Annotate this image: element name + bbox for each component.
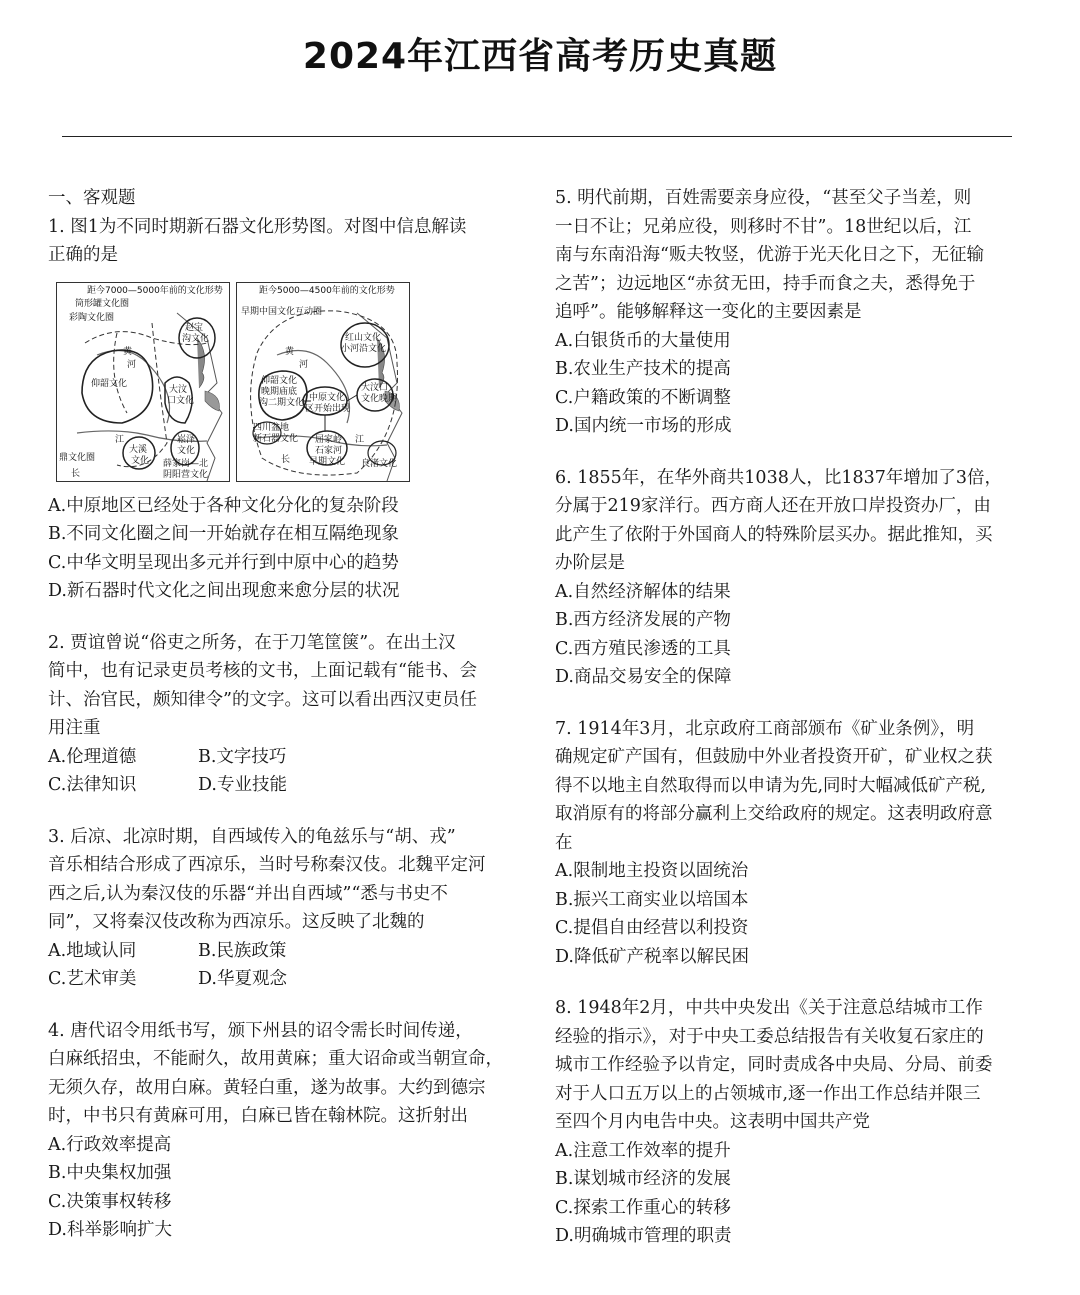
right-column bbox=[555, 184, 1033, 1251]
question-stem-line: 2. 贾谊曾说“俗吏之所务，在于刀笔筐箧”。在出土汉 bbox=[48, 632, 456, 653]
question-stem-line: 南与东南沿海“贩夫牧竖，优游于光天化日之下，无征输 bbox=[555, 245, 984, 265]
page-title: 2024年江西省高考历史真题 bbox=[302, 36, 778, 77]
map-label: 口文化 bbox=[167, 395, 195, 406]
map-label: 鼎文化圈 bbox=[59, 452, 96, 463]
answer-option: B.文字技巧 bbox=[198, 746, 287, 767]
question-stem-line: 4. 唐代诏令用纸书写，颁下州县的诏令需长时间传递， bbox=[48, 1020, 473, 1041]
question-stem-line: 时，中书只有黄麻可用，白麻已皆在翰林院。这折射出 bbox=[48, 1106, 468, 1126]
answer-option: C.探索工作重心的转移 bbox=[555, 1197, 731, 1218]
question-stem-line: 西之后,认为秦汉伎的乐器“并出自西域”“悉与书史不 bbox=[48, 883, 448, 904]
map-label: 屈家岭 bbox=[315, 434, 343, 445]
answer-option: A.伦理道德 bbox=[48, 746, 137, 767]
map-title: 距今7000—5000年前的文化形势 bbox=[87, 285, 223, 296]
question-stem-line: 正确的是 bbox=[48, 245, 118, 265]
map-label: 早期中国文化互动圈 bbox=[241, 306, 323, 317]
answer-option: C.艺术审美 bbox=[48, 969, 137, 989]
question-stem-line: 此产生了依附于外国商人的特殊阶层买办。据此推知，买 bbox=[555, 524, 993, 545]
map-label: 晚期庙底 bbox=[261, 386, 298, 397]
question-stem-line: 取消原有的将部分赢利上交给政府的规定。这表明政府意 bbox=[555, 804, 993, 824]
map-label: 新石器文化 bbox=[253, 433, 299, 444]
map-label: 沟文化 bbox=[182, 333, 210, 344]
map-label: 河 bbox=[127, 359, 137, 370]
answer-option: C.中华文明呈现出多元并行到中原中心的趋势 bbox=[48, 552, 399, 573]
answer-option: A.行政效率提高 bbox=[48, 1134, 172, 1155]
question-stem-line: 追呼”。能够解释这一变化的主要因素是 bbox=[555, 302, 862, 322]
question-stem-line: 分属于219家洋行。西方商人还在开放口岸投资办厂，由 bbox=[555, 496, 991, 516]
answer-option: C.户籍政策的不断调整 bbox=[555, 387, 731, 408]
map-label: 文化晚期 bbox=[361, 393, 398, 404]
answer-option: A.注意工作效率的提升 bbox=[555, 1140, 731, 1161]
question-3 bbox=[48, 823, 523, 994]
question-stem-line: 城市工作经验予以肯定，同时责成各中央局、分局、前委 bbox=[555, 1055, 993, 1075]
answer-option: D.华夏观念 bbox=[198, 969, 287, 989]
answer-option: D.降低矿产税率以解民困 bbox=[555, 946, 749, 967]
map-label: 阴阳营文化 bbox=[163, 469, 209, 480]
answer-option: C.提倡自由经营以利投资 bbox=[555, 918, 749, 938]
question-stem-line: 音乐相结合形成了西凉乐，当时号称秦汉伎。北魏平定河 bbox=[48, 855, 486, 875]
question-stem-line: 7. 1914年3月，北京政府工商部颁布《矿业条例》，明 bbox=[555, 718, 975, 739]
map-7000-5000 bbox=[56, 282, 230, 482]
map-label: 沟二期文化 bbox=[259, 397, 305, 408]
map-label: 黄 bbox=[285, 346, 295, 357]
map-label: 良渚文化 bbox=[361, 458, 398, 469]
map-label: 长 bbox=[281, 454, 291, 465]
question-5 bbox=[555, 184, 1033, 441]
map-label: 文化 bbox=[131, 455, 150, 466]
answer-option: A.中原地区已经处于各种文化分化的复杂阶段 bbox=[48, 495, 399, 516]
answer-option: B.中央集权加强 bbox=[48, 1163, 172, 1183]
map-label: 红山文化 bbox=[345, 332, 382, 343]
answer-option: D.科举影响扩大 bbox=[48, 1220, 172, 1240]
question-stem-line: 简中，也有记录吏员考核的文书，上面记载有“能书、会 bbox=[48, 661, 477, 681]
question-stem-line: 得不以地主自然取得而以申请为先,同时大幅减低矿产税, bbox=[555, 775, 987, 796]
question-stem-line: 5. 明代前期，百姓需要亲身应役，“甚至父子当差，则 bbox=[555, 188, 972, 208]
map-label: 彩陶文化圈 bbox=[69, 312, 115, 323]
question-stem-line: 计、治官民，颇知律令”的文字。这可以看出西汉吏员任 bbox=[48, 689, 477, 710]
answer-option: A.白银货币的大量使用 bbox=[555, 330, 731, 351]
figure-1 bbox=[56, 282, 523, 482]
map-label: 河 bbox=[299, 359, 309, 370]
map-label: 薛家岗—北 bbox=[163, 458, 209, 469]
map-label: 大溪 bbox=[129, 444, 148, 455]
map-label: 四川盆地 bbox=[253, 422, 290, 433]
question-stem-line: 之苦”；边远地区“赤贫无田，持手而食之夫，悉得免于 bbox=[555, 273, 976, 294]
map-label: 筒形罐文化圈 bbox=[75, 298, 130, 309]
map-label: 石家河 bbox=[315, 445, 343, 456]
map-label: 早期文化 bbox=[309, 456, 346, 467]
question-1 bbox=[48, 213, 523, 606]
question-4 bbox=[48, 1017, 523, 1245]
answer-option: B.不同文化圈之间一开始就存在相互隔绝现象 bbox=[48, 524, 399, 544]
answer-option: B.振兴工商实业以培国本 bbox=[555, 889, 749, 910]
map-label: 文化 bbox=[177, 445, 196, 456]
map-label: 江 bbox=[115, 434, 125, 445]
answer-option: B.农业生产技术的提高 bbox=[555, 359, 731, 379]
title-divider bbox=[62, 136, 1012, 137]
question-stem-line: 用注重 bbox=[48, 718, 101, 738]
answer-option: D.明确城市管理的职责 bbox=[555, 1226, 732, 1246]
map-label: 长 bbox=[71, 468, 81, 479]
map-label: 崧泽 bbox=[177, 434, 196, 445]
question-stem-line: 3. 后凉、北凉时期，自西域传入的龟兹乐与“胡、戎” bbox=[48, 826, 456, 847]
answer-option: C.法律知识 bbox=[48, 775, 137, 795]
question-8 bbox=[555, 994, 1033, 1251]
question-stem-line: 同”，又将秦汉伎改称为西凉乐。这反映了北魏的 bbox=[48, 912, 425, 932]
answer-option: A.自然经济解体的结果 bbox=[555, 581, 731, 602]
question-stem-line: 对于人口五万以上的占领城市,逐一作出工作总结并限三 bbox=[555, 1083, 981, 1104]
question-stem-line: 8. 1948年2月，中共中央发出《关于注意总结城市工作 bbox=[555, 998, 983, 1018]
question-stem-line: 白麻纸招虫，不能耐久，故用黄麻；重大诏命或当朝宣命， bbox=[48, 1049, 503, 1069]
section-heading: 一、客观题 bbox=[48, 188, 136, 208]
question-stem-line: 6. 1855年，在华外商共1038人，比1837年增加了3倍， bbox=[555, 467, 1003, 488]
map-label: 黄 bbox=[123, 346, 133, 357]
map-label: 赵宝 bbox=[185, 322, 204, 333]
question-stem-line: 至四个月内电告中央。这表明中国共产党 bbox=[555, 1112, 870, 1132]
question-2 bbox=[48, 629, 523, 800]
left-column bbox=[48, 184, 523, 1245]
map-label: 江 bbox=[355, 434, 365, 445]
map-title: 距今5000—4500年前的文化形势 bbox=[259, 285, 395, 296]
question-7 bbox=[555, 715, 1033, 972]
map-label: 中原文化 bbox=[309, 392, 346, 403]
map-label: 仰韶文化 bbox=[261, 375, 298, 386]
question-stem-line: 1. 图1为不同时期新石器文化形势图。对图中信息解读 bbox=[48, 216, 467, 237]
question-stem-line: 在 bbox=[555, 832, 573, 853]
question-stem-line: 无须久存，故用白麻。黄轻白重，遂为故事。大约到德宗 bbox=[48, 1077, 486, 1098]
question-stem-line: 经验的指示》，对于中央工委总结报告有关收复石家庄的 bbox=[555, 1026, 984, 1047]
answer-option: C.西方殖民渗透的工具 bbox=[555, 638, 731, 659]
answer-option: D.专业技能 bbox=[198, 775, 287, 795]
answer-option: D.商品交易安全的保障 bbox=[555, 667, 732, 687]
answer-option: B.民族政策 bbox=[198, 940, 287, 961]
question-6 bbox=[555, 464, 1033, 692]
map-label: 大汶 bbox=[169, 384, 188, 395]
answer-option: A.限制地主投资以固统治 bbox=[555, 861, 749, 881]
map-label: 小河沿文化 bbox=[341, 343, 387, 354]
answer-option: D.新石器时代文化之间出现愈来愈分层的状况 bbox=[48, 581, 400, 601]
answer-option: B.谋划城市经济的发展 bbox=[555, 1169, 731, 1189]
map-label: 仰韶文化 bbox=[91, 378, 128, 389]
question-stem-line: 办阶层是 bbox=[555, 553, 625, 573]
answer-option: D.国内统一市场的形成 bbox=[555, 416, 732, 436]
answer-option: B.西方经济发展的产物 bbox=[555, 610, 731, 630]
answer-option: C.决策事权转移 bbox=[48, 1191, 172, 1212]
map-label: 区开始出现 bbox=[305, 403, 351, 414]
question-stem-line: 确规定矿产国有，但鼓励中外业者投资开矿，矿业权之获 bbox=[555, 747, 993, 767]
question-stem-line: 一日不让；兄弟应役，则移时不甘”。18世纪以后，江 bbox=[555, 216, 972, 237]
map-5000-4500 bbox=[236, 282, 410, 482]
map-label: 大汶口 bbox=[361, 382, 389, 393]
answer-option: A.地域认同 bbox=[48, 940, 137, 961]
